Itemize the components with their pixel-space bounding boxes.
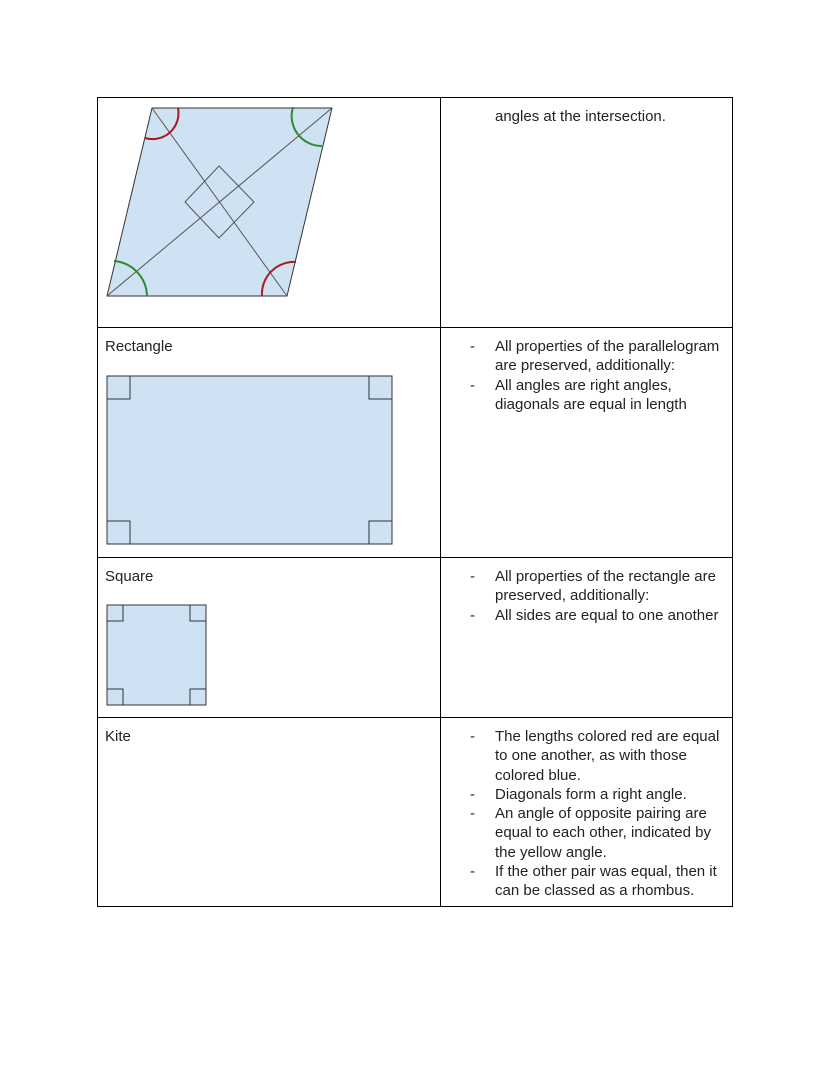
square-shape [107, 605, 206, 705]
list-item: - All properties of the rectangle are preserved, additionally: [470, 567, 728, 606]
properties-cell-rectangle [441, 328, 733, 558]
shape-name-rectangle: Rectangle [105, 338, 173, 355]
table-row-kite [98, 718, 733, 907]
shapes-table [97, 97, 733, 907]
shape-name-square: Square [105, 568, 154, 585]
properties-cell-kite [441, 718, 733, 907]
diagram-cell-rhombus [98, 98, 441, 328]
list-item: - All sides are equal to one another [470, 606, 728, 625]
rectangle-diagram [98, 328, 440, 558]
continuation-text: angles at the intersection. [495, 108, 666, 125]
properties-list-square [470, 567, 728, 625]
list-item: - If the other pair was equal, then it can be classed as a rhombus. [470, 862, 728, 901]
square-diagram [98, 558, 440, 718]
table-row-square [98, 558, 733, 718]
table-row-rectangle [98, 328, 733, 558]
table-row-rhombus [98, 98, 733, 328]
properties-list-kite [470, 727, 728, 901]
properties-list-rectangle [470, 337, 728, 414]
shape-name-kite: Kite [105, 728, 131, 745]
rhombus-diagram [98, 98, 440, 328]
diagram-cell-kite [98, 718, 441, 907]
list-item: - The lengths colored red are equal to one another, as with those colored blue. [470, 727, 728, 785]
diagram-cell-square [98, 558, 441, 718]
list-item: - All angles are right angles, diagonals are equal in length [470, 376, 728, 415]
properties-cell-rhombus [441, 98, 733, 328]
properties-cell-square [441, 558, 733, 718]
diagram-cell-rectangle [98, 328, 441, 558]
list-item: - An angle of opposite pairing are equal to each other, indicated by the yellow angle. [470, 804, 728, 862]
rectangle-shape [107, 376, 392, 544]
list-item: - All properties of the parallelogram are preserved, additionally: [470, 337, 728, 376]
list-item: - Diagonals form a right angle. [470, 785, 728, 804]
